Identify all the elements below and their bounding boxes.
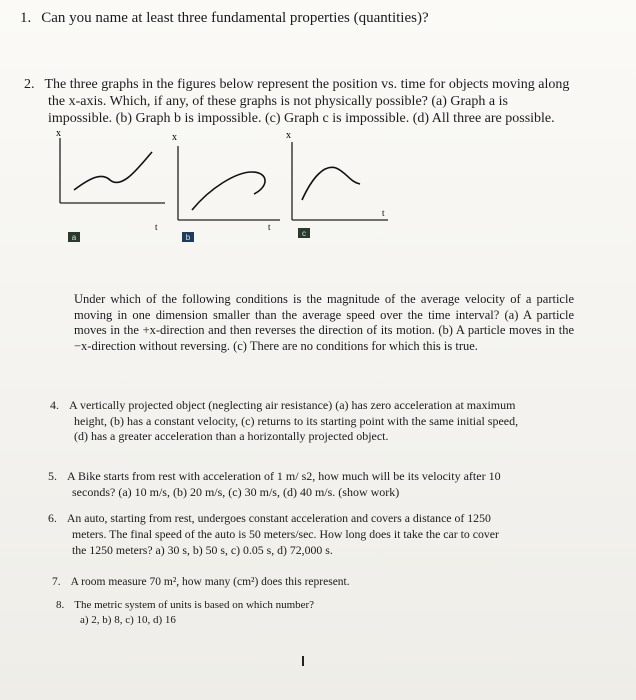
question-text-line-2: meters. The final speed of the auto is 50 meters/sec. How long does it take the car to cover (72, 527, 499, 541)
question-text-line-3: impossible. (b) Graph b is impossible. (c) Graph c is impossible. (d) All three are possible. (48, 111, 555, 126)
question-number: 1. (20, 10, 32, 26)
question-text: Under which of the following conditions is the magnitude of the average velocity of a particle moving in one dimension smaller than the average speed over the time interval? (a) A particle moves in the +x-direction and then reverses the direction of its motion. (b) A particle moves in the −x-direction without reversing. (c) There are no conditions for which this is true. (74, 292, 574, 353)
question-8 (56, 598, 556, 628)
question-text-line-3: (d) has a greater acceleration than a horizontally projected object. (74, 429, 389, 443)
position-time-graphs (40, 128, 400, 248)
graph-c (286, 130, 388, 238)
question-text-line-2: seconds? (a) 10 m/s, (b) 20 m/s, (c) 30 m/s, (d) 40 m/s. (show work) (72, 485, 400, 499)
question-text-line-1: A vertically projected object (neglecting air resistance) (a) has zero acceleration at maximum (69, 398, 516, 412)
pen-mark (302, 656, 304, 666)
question-text-line-2: the x-axis. Which, if any, of these graphs is not physically possible? (a) Graph a is (48, 94, 508, 109)
graph-a (56, 128, 165, 242)
question-text-line-1: A Bike starts from rest with acceleration of 1 m/ s2, how much will be its velocity after 10 (67, 469, 501, 483)
question-number: 4. (50, 398, 59, 412)
question-text: Can you name at least three fundamental properties (quantities)? (41, 10, 429, 26)
graph-b-label: b (185, 233, 191, 242)
graph-b-t-label: t (268, 222, 271, 232)
question-5 (48, 468, 568, 500)
question-text: A room measure 70 m², how many (cm²) does this represent. (70, 576, 350, 588)
graph-c-t-label: t (382, 208, 385, 218)
question-number: 6. (48, 511, 57, 525)
question-text-line-1: The metric system of units is based on which number? (74, 599, 315, 611)
graph-b (172, 132, 280, 242)
graph-b-x-label: x (172, 132, 177, 143)
graph-a-t-label: t (155, 222, 158, 232)
question-3 (74, 292, 574, 354)
graph-a-label: a (71, 233, 77, 242)
question-2 (24, 76, 584, 127)
question-text-line-2: a) 2, b) 8, c) 10, d) 16 (80, 614, 176, 626)
question-number: 7. (52, 576, 61, 588)
question-1 (20, 10, 429, 26)
graph-c-x-label: x (286, 130, 291, 141)
question-text-line-3: the 1250 meters? a) 30 s, b) 50 s, c) 0.05 s, d) 72,000 s. (72, 543, 333, 557)
question-4 (50, 398, 570, 445)
graph-c-label: c (302, 229, 306, 238)
question-text-line-1: An auto, starting from rest, undergoes constant acceleration and covers a distance of 1250 (66, 511, 491, 525)
question-number: 5. (48, 469, 57, 483)
question-6 (48, 510, 568, 558)
question-number: 8. (56, 599, 65, 611)
question-7 (52, 574, 572, 590)
question-text-line-2: height, (b) has a constant velocity, (c) returns to its starting point with the same initial speed, (74, 413, 519, 428)
question-number: 2. (24, 77, 35, 92)
graph-a-x-label: x (56, 128, 61, 139)
question-text-line-1: The three graphs in the figures below represent the position vs. time for objects moving along (44, 77, 570, 92)
